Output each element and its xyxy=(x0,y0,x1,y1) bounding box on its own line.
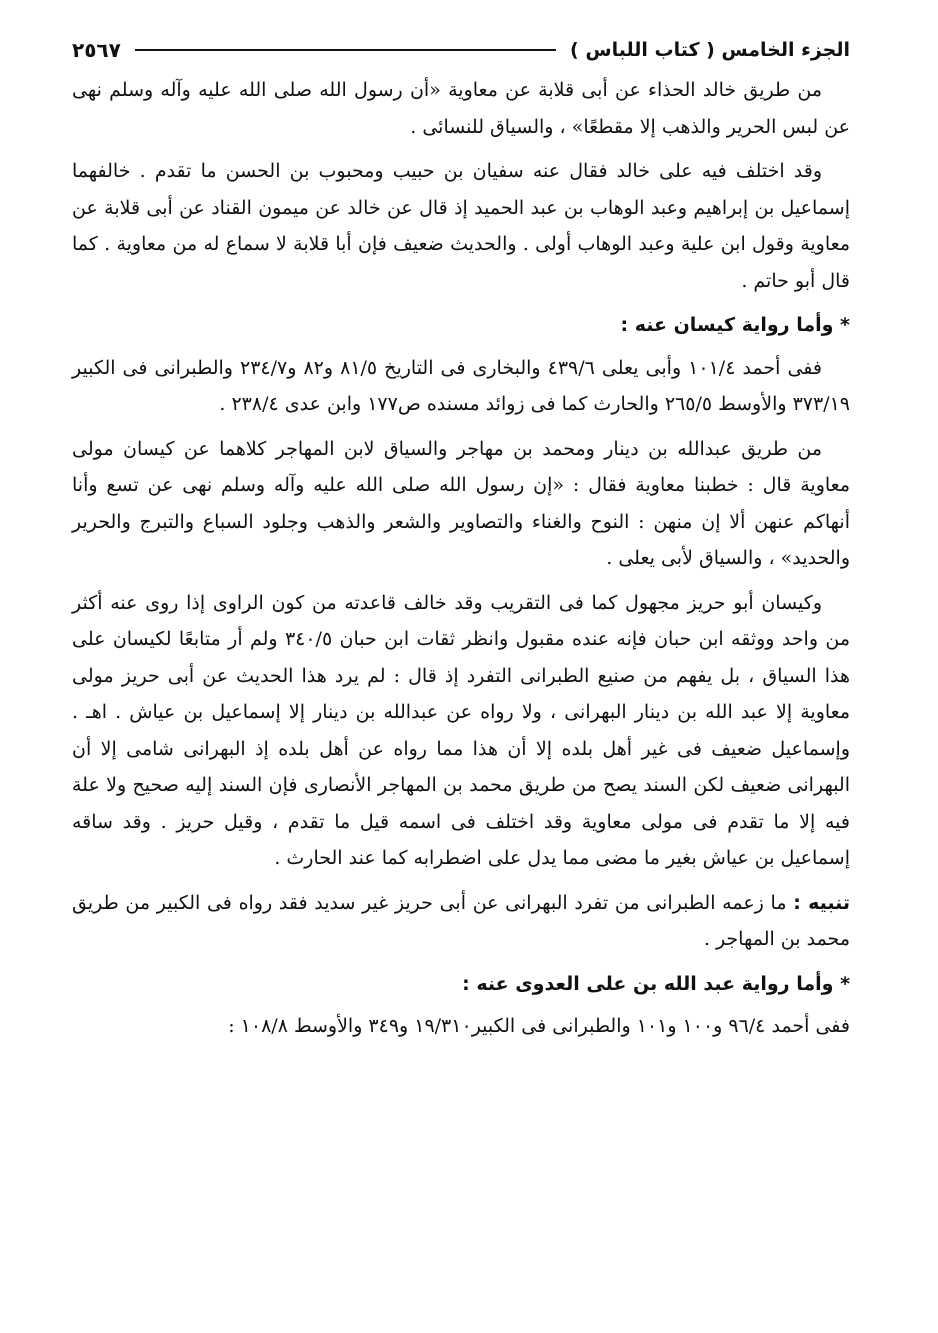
document-page xyxy=(72,28,850,1053)
note-text: ما زعمه الطبرانى من تفرد البهرانى عن أبى حريز غير سديد فقد رواه فى الكبير من طريق محمد بن المهاجر . xyxy=(72,891,850,950)
note-label: تنبيه : xyxy=(793,891,850,914)
paragraph-1: من طريق خالد الحذاء عن أبى قلابة عن معاوية «أن رسول الله صلى الله عليه وآله وسلم نهى عن لبس الحرير والذهب إلا مقطعًا» ، والسياق للنسائى . xyxy=(72,79,850,138)
running-title: الجزء الخامس ( كتاب اللباس ) xyxy=(570,39,850,61)
paragraph-2: وقد اختلف فيه على خالد فقال عنه سفيان بن حبيب ومحبوب بن الحسن ما تقدم . خالفهما إسماعيل بن إبراهيم وعبد الوهاب بن عبد الحميد إذ قال عن خالد عن ميمون القناد عن أبى قلابة عن معاوية وقول ابن علية وعبد الوهاب أولى . والحديث ضعيف فإن أبا قلابة لا سماع له من معاوية . كما قال أبو حاتم . xyxy=(72,160,850,292)
paragraph-6: ففى أحمد ٩٦/٤ و١٠٠ و١٠١ والطبرانى فى الكبير١٩/٣١٠ و٣٤٩ والأوسط ١٠٨/٨ : xyxy=(228,1015,850,1037)
section-heading-adawi: * وأما رواية عبد الله بن على العدوى عنه : xyxy=(462,972,850,995)
page-number: ٢٥٦٧ xyxy=(72,38,121,62)
paragraph-4: من طريق عبدالله بن دينار ومحمد بن مهاجر والسياق لابن المهاجر كلاهما عن كيسان مولى معاوية قال : خطبنا معاوية فقال : «إن رسول الله صلى الله عليه وآله وسلم نهى عن تسع وأنا أنهاكم عنهن ألا إن منهن : النوح والغناء والتصاوير والشعر والذهب وجلود السباع والتبرج والحرير والحديد» ، والسياق لأبى يعلى . xyxy=(72,437,850,569)
page-header xyxy=(72,28,850,72)
note-paragraph xyxy=(72,885,850,958)
header-rule xyxy=(135,49,556,51)
section-heading-kaysan: * وأما رواية كيسان عنه : xyxy=(620,314,850,336)
paragraph-3: ففى أحمد ١٠١/٤ وأبى يعلى ٤٣٩/٦ والبخارى فى التاريخ ٨١/٥ و٨٢ و٢٣٤/٧ والطبرانى فى الكبير ٣٧٣/١٩ والأوسط ٢٦٥/٥ والحارث كما فى زوائد مسنده ص١٧٧ وابن عدى ٢٣٨/٤ . xyxy=(72,356,850,415)
paragraph-5: وكيسان أبو حريز مجهول كما فى التقريب وقد خالف قاعدته من كون الراوى إذا روى عنه أكثر من واحد ووثقه ابن حبان فإنه عنده مقبول وانظر ثقات ابن حبان ٣٤٠/٥ ولم أر متابعًا لكيسان على هذا السياق ، بل يفهم من صنيع الطبرانى التفرد إذ قال : لم يرد هذا الحديث عن أبى حريز مولى معاوية إلا عبد الله بن دينار البهرانى ، ولا رواه عن عبدالله بن دينار إلا إسماعيل بن عياش . اهـ . وإسماعيل ضعيف فى غير أهل بلده إلا أن هذا مما رواه عن أهل بلده إذ البهرانى شامى إلا أن البهرانى ضعيف لكن السند يصح من طريق محمد بن المهاجر الأنصارى فإن السند إليه صحيح ولا علة فيه إلا ما تقدم فى مولى معاوية وقد اختلف فى اسمه قيل ما تقدم ، وقيل حريز . وقد ساقه إسماعيل بن عياش بغير ما مضى مما يدل على اضطرابه كما عند الحارث . xyxy=(72,591,850,869)
